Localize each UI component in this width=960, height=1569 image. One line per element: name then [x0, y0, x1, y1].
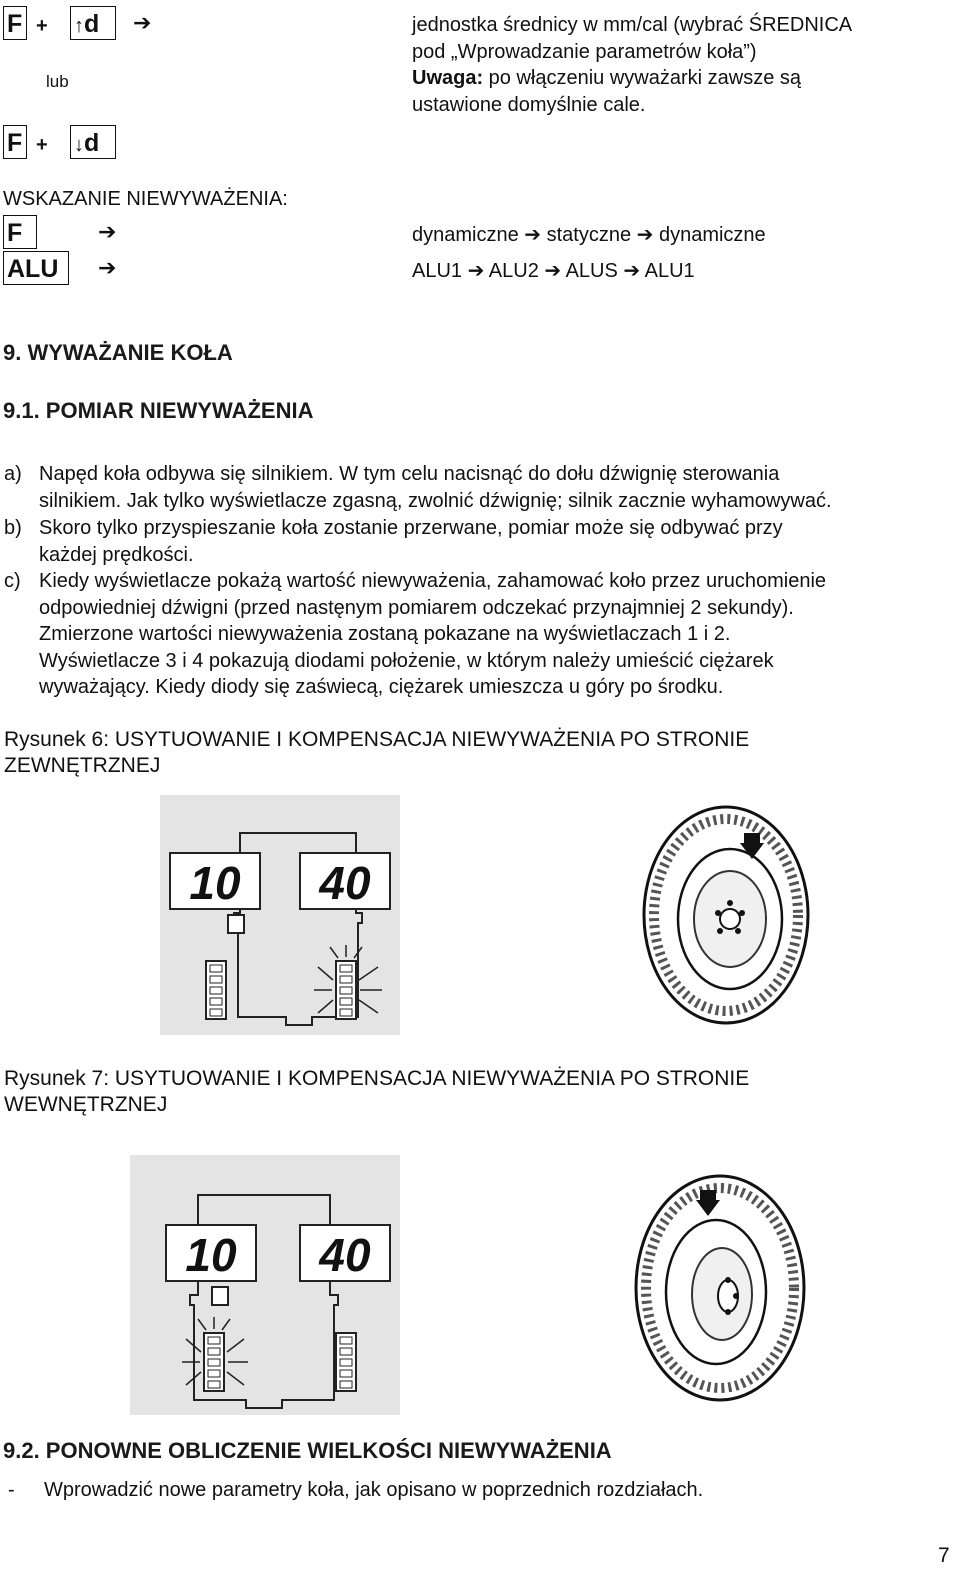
item-c-line3: Zmierzone wartości niewyważenia zostaną pokazane na wyświetlaczach 1 i 2.	[39, 623, 731, 646]
item-c-label: c)	[4, 570, 21, 592]
fig6-display-right: 40	[319, 857, 371, 909]
desc-line2: pod „Wprowadzanie parametrów koła”)	[412, 40, 757, 63]
alu-key: ALU	[3, 251, 69, 285]
figure-7-caption-line1: Rysunek 7: USYTUOWANIE I KOMPENSACJA NIEWYWAŻENIA PO STRONIE	[4, 1067, 750, 1090]
desc-line1: jednostka średnicy w mm/cal (wybrać ŚREDNICA	[412, 14, 853, 36]
d-key-label-2: d	[84, 129, 100, 157]
plus-sign-2: +	[36, 134, 48, 156]
warning-label: Uwaga:	[412, 67, 484, 89]
d-up-key	[70, 6, 116, 40]
section-9-title: 9. WYWAŻANIE KOŁA	[3, 340, 233, 365]
section-9-2-item: Wprowadzić nowe parametry koła, jak opisano w poprzednich rozdziałach.	[44, 1479, 704, 1501]
item-c-line2: odpowiedniej dźwigni (przed nastęnym pomiarem odczekać przynajmniej 2 sekundy).	[39, 596, 794, 619]
fig7-display-right: 40	[319, 1229, 371, 1281]
fig7-display-left: 10	[185, 1229, 237, 1281]
item-c-line4: Wyświetlacze 3 i 4 pokazują diodami położenie, w którym należy umieścić ciężarek	[39, 649, 774, 672]
section-9-2-bullet: -	[8, 1479, 15, 1501]
arrow-right-icon-2: ➔	[98, 219, 117, 244]
lub-label: lub	[46, 72, 69, 91]
figure-7-tire	[620, 1160, 830, 1410]
f-mode-key: F	[3, 215, 37, 249]
desc-line3	[412, 65, 952, 92]
figure-6-tire	[626, 795, 824, 1035]
alu-sequence: ALU1 ➔ ALU2 ➔ ALUS ➔ ALU1	[412, 260, 695, 282]
figure-7-caption-line2: WEWNĘTRZNEJ	[4, 1093, 168, 1116]
page-number: 7	[938, 1544, 950, 1567]
item-a-label: a)	[4, 463, 22, 485]
d-down-key	[70, 125, 116, 159]
figure-6-caption	[4, 727, 749, 779]
item-c-line1: Kiedy wyświetlacze pokażą wartość niewyważenia, zahamować koło przez uruchomienie	[39, 570, 827, 592]
figure-6-caption-line2: ZEWNĘTRZNEJ	[4, 754, 161, 777]
item-c-line5: wyważający. Kiedy diody się zaświecą, ciężarek umieszcza u góry po środku.	[39, 676, 724, 699]
item-a-line2: silnikiem. Jak tylko wyświetlacze zgasną, zwolnić dźwignię; silnik zacznie wyhamowywać.	[39, 489, 832, 512]
f-key: F	[3, 6, 27, 40]
item-b-line1: Skoro tylko przyspieszanie koła zostanie przerwane, pomiar może się odbywać przy	[39, 517, 783, 539]
item-b-label: b)	[4, 517, 22, 539]
f-sequence: dynamiczne ➔ statyczne ➔ dynamiczne	[412, 224, 766, 246]
item-b	[4, 515, 934, 568]
section-9-2-title: 9.2. PONOWNE OBLICZENIE WIELKOŚCI NIEWYWAŻENIA	[3, 1438, 612, 1463]
up-arrow-icon: ↑	[74, 15, 84, 37]
figure-6-panel	[160, 795, 400, 1035]
down-arrow-icon: ↓	[74, 134, 84, 156]
fig6-display-left: 10	[189, 857, 241, 909]
arrow-right-icon: ➔	[133, 10, 152, 35]
d-key-label: d	[84, 10, 100, 38]
item-a-line1: Napęd koła odbywa się silnikiem. W tym celu nacisnąć do dołu dźwignię sterowania	[39, 463, 780, 485]
plus-sign: +	[36, 15, 48, 37]
figure-7-panel	[130, 1155, 400, 1415]
section-9-1-title: 9.1. POMIAR NIEWYWAŻENIA	[3, 398, 314, 423]
desc-line3-rest: po włączeniu wyważarki zawsze są	[483, 67, 802, 89]
desc-line4: ustawione domyślnie cale.	[412, 93, 646, 116]
item-a	[4, 461, 934, 514]
item-c	[4, 568, 934, 701]
figure-7-caption	[4, 1066, 749, 1118]
item-b-line2: każdej prędkości.	[39, 543, 194, 566]
f-key-2: F	[3, 125, 27, 159]
figure-6-caption-line1: Rysunek 6: USYTUOWANIE I KOMPENSACJA NIEWYWAŻENIA PO STRONIE	[4, 728, 750, 751]
arrow-right-icon-3: ➔	[98, 255, 117, 280]
unbalance-heading: WSKAZANIE NIEWYWAŻENIA:	[3, 188, 288, 210]
top-description	[412, 12, 952, 118]
